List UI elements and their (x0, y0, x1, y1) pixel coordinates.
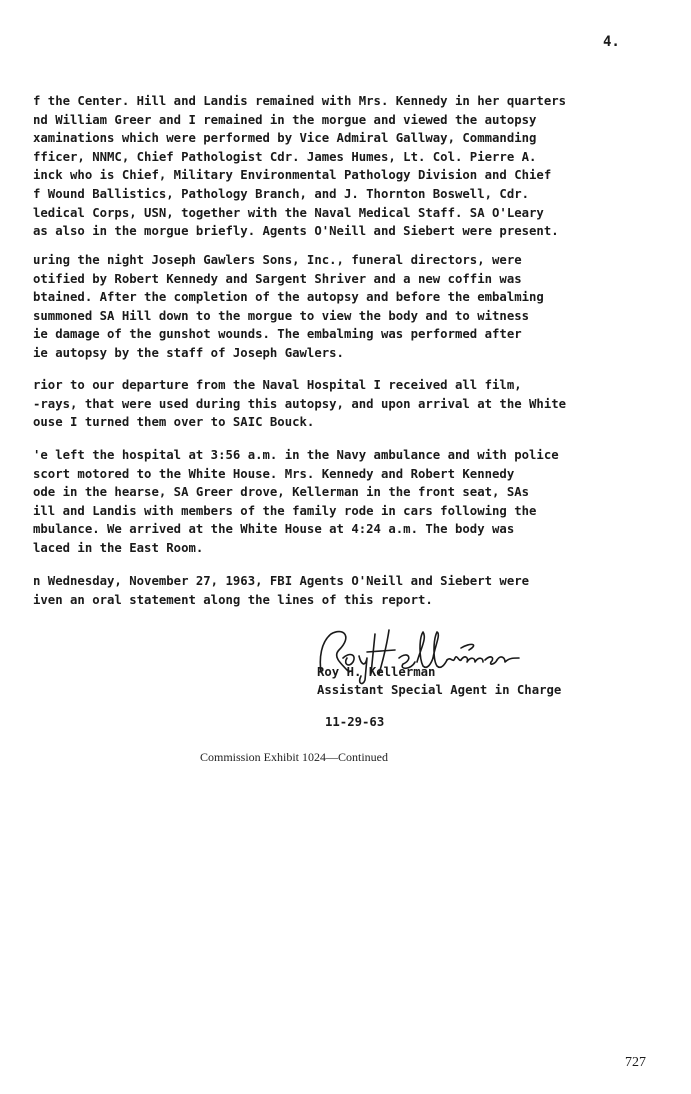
text-line: rior to our departure from the Naval Hospital I received all film, (33, 378, 522, 392)
text-line: laced in the East Room. (33, 540, 204, 555)
text-line: otified by Robert Kennedy and Sargent Shriver and a new coffin was (33, 271, 522, 286)
typed-name: Roy H. Kellerman (317, 665, 436, 679)
text-line: btained. After the completion of the autopsy and before the embalming (33, 290, 544, 305)
text-line: mbulance. We arrived at the White House at 4:24 a.m. The body was (33, 522, 515, 537)
text-line: nd William Greer and I remained in the morgue and viewed the autopsy (33, 112, 537, 127)
signer-title: Assistant Special Agent in Charge (317, 683, 562, 697)
text-line: ouse I turned them over to SAIC Bouck. (33, 415, 315, 430)
text-line: fficer, NNMC, Chief Pathologist Cdr. James Humes, Lt. Col. Pierre A. (33, 149, 537, 164)
text-line: uring the night Joseph Gawlers Sons, Inc., funeral directors, were (33, 253, 522, 267)
text-line: scort motored to the White House. Mrs. Kennedy and Robert Kennedy (33, 466, 515, 481)
text-line: ie autopsy by the staff of Joseph Gawlers. (33, 345, 344, 360)
text-line: inck who is Chief, Military Environmental Pathology Division and Chief (33, 168, 552, 183)
text-line: as also in the morgue briefly. Agents O'Neill and Siebert were present. (33, 224, 559, 239)
paragraph-fbi-statement (33, 572, 683, 609)
text-line: xaminations which were performed by Vice Admiral Gallway, Commanding (33, 131, 537, 146)
page-number: 4. (603, 34, 620, 50)
paragraph-film-xrays (33, 376, 683, 432)
paragraph-autopsy (33, 92, 683, 241)
text-line: f Wound Ballistics, Pathology Branch, and J. Thornton Boswell, Cdr. (33, 186, 530, 201)
text-line: ode in the hearse, SA Greer drove, Kellerman in the front seat, SAs (33, 485, 530, 500)
signature-date: 11-29-63 (325, 715, 385, 729)
text-line: iven an oral statement along the lines of this report. (33, 592, 433, 607)
text-line: 'e left the hospital at 3:56 a.m. in the Navy ambulance and with police (33, 448, 559, 462)
text-line: -rays, that were used during this autopsy, and upon arrival at the White (33, 396, 567, 411)
paragraph-departure (33, 446, 683, 558)
text-line: ledical Corps, USN, together with the Naval Medical Staff. SA O'Leary (33, 205, 544, 220)
exhibit-caption: Commission Exhibit 1024—Continued (200, 750, 389, 764)
text-line: ie damage of the gunshot wounds. The embalming was performed after (33, 327, 522, 342)
handwritten-signature (309, 628, 549, 688)
text-line: n Wednesday, November 27, 1963, FBI Agents O'Neill and Siebert were (33, 574, 530, 588)
paragraph-funeral-directors (33, 251, 683, 363)
text-line: ill and Landis with members of the family rode in cars following the (33, 503, 537, 518)
signature-block (309, 628, 609, 748)
text-line: summoned SA Hill down to the morgue to view the body and to witness (33, 308, 530, 323)
text-line: f the Center. Hill and Landis remained with Mrs. Kennedy in her quarters (33, 94, 567, 108)
folio-page-number: 727 (625, 1055, 646, 1070)
